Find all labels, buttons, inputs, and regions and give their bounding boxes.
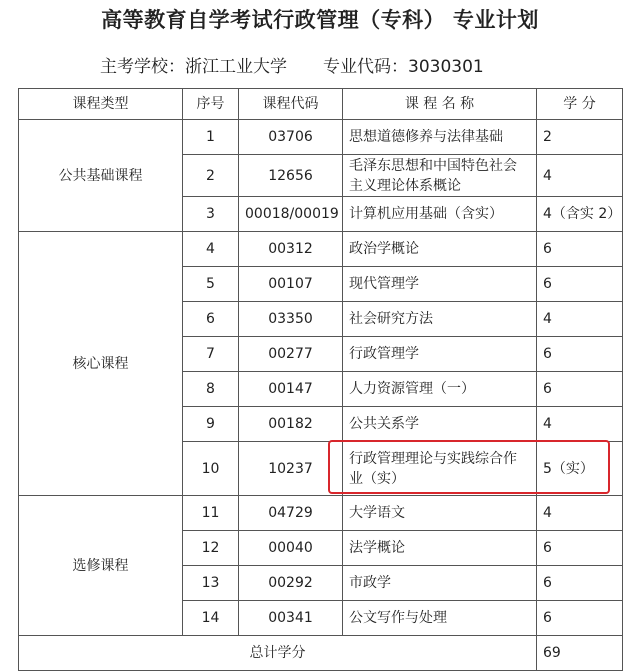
col-header-type: 课程类型 — [19, 89, 183, 120]
table-row — [19, 496, 623, 531]
credit-cell: 6 — [537, 531, 623, 566]
course-name-cell: 社会研究方法 — [343, 302, 537, 337]
course-code-cell: 00292 — [239, 566, 343, 601]
course-name-cell: 行政管理理论与实践综合作业（实） — [343, 442, 537, 496]
row-number-cell: 5 — [183, 267, 239, 302]
table-row — [19, 120, 623, 155]
credit-cell: 6 — [537, 337, 623, 372]
row-number-cell: 7 — [183, 337, 239, 372]
course-name-cell: 市政学 — [343, 566, 537, 601]
credit-cell: 6 — [537, 372, 623, 407]
total-label: 总计学分 — [19, 636, 537, 671]
row-number-cell: 4 — [183, 232, 239, 267]
course-code-cell: 10237 — [239, 442, 343, 496]
credit-cell: 4（含实 2） — [537, 197, 623, 232]
row-number-cell: 1 — [183, 120, 239, 155]
total-row — [19, 636, 623, 671]
course-name-cell: 行政管理学 — [343, 337, 537, 372]
course-code-cell: 03350 — [239, 302, 343, 337]
col-header-name: 课 程 名 称 — [343, 89, 537, 120]
credit-cell: 4 — [537, 302, 623, 337]
credit-cell: 2 — [537, 120, 623, 155]
course-type-cell: 核心课程 — [19, 232, 183, 496]
col-header-no: 序号 — [183, 89, 239, 120]
course-name-cell: 现代管理学 — [343, 267, 537, 302]
row-number-cell: 2 — [183, 155, 239, 197]
course-name-cell: 计算机应用基础（含实） — [343, 197, 537, 232]
course-type-cell: 公共基础课程 — [19, 120, 183, 232]
course-type-cell: 选修课程 — [19, 496, 183, 636]
subtitle — [100, 52, 484, 77]
course-code-cell: 00040 — [239, 531, 343, 566]
row-number-cell: 12 — [183, 531, 239, 566]
course-name-cell: 法学概论 — [343, 531, 537, 566]
page-title: 高等教育自学考试行政管理（专科） 专业计划 — [101, 8, 539, 32]
course-code-cell: 00277 — [239, 337, 343, 372]
course-code-cell: 00147 — [239, 372, 343, 407]
credit-cell: 4 — [537, 155, 623, 197]
row-number-cell: 14 — [183, 601, 239, 636]
credit-cell: 6 — [537, 566, 623, 601]
course-code-cell: 00107 — [239, 267, 343, 302]
row-number-cell: 10 — [183, 442, 239, 496]
col-header-code: 课程代码 — [239, 89, 343, 120]
school-label: 主考学校：浙江工业大学 — [100, 57, 287, 77]
row-number-cell: 3 — [183, 197, 239, 232]
course-code-cell: 04729 — [239, 496, 343, 531]
row-number-cell: 9 — [183, 407, 239, 442]
course-code-cell: 12656 — [239, 155, 343, 197]
credit-cell: 4 — [537, 496, 623, 531]
course-code-cell: 00182 — [239, 407, 343, 442]
row-number-cell: 11 — [183, 496, 239, 531]
table-row — [19, 232, 623, 267]
course-code-cell: 00341 — [239, 601, 343, 636]
course-name-cell: 人力资源管理（一） — [343, 372, 537, 407]
credit-cell: 5（实） — [537, 442, 623, 496]
credit-cell: 6 — [537, 601, 623, 636]
course-code-cell: 00312 — [239, 232, 343, 267]
row-number-cell: 13 — [183, 566, 239, 601]
course-plan-table — [18, 88, 623, 671]
course-name-cell: 思想道德修养与法律基础 — [343, 120, 537, 155]
credit-cell: 6 — [537, 232, 623, 267]
major-code-label: 专业代码：3030301 — [323, 57, 484, 77]
course-name-cell: 公共关系学 — [343, 407, 537, 442]
course-name-cell: 公文写作与处理 — [343, 601, 537, 636]
total-value: 69 — [537, 636, 623, 671]
course-name-cell: 政治学概论 — [343, 232, 537, 267]
table-header-row — [19, 89, 623, 120]
course-code-cell: 00018/00019 — [239, 197, 343, 232]
row-number-cell: 8 — [183, 372, 239, 407]
row-number-cell: 6 — [183, 302, 239, 337]
credit-cell: 6 — [537, 267, 623, 302]
course-name-cell: 毛泽东思想和中国特色社会主义理论体系概论 — [343, 155, 537, 197]
course-name-cell: 大学语文 — [343, 496, 537, 531]
course-code-cell: 03706 — [239, 120, 343, 155]
credit-cell: 4 — [537, 407, 623, 442]
col-header-credit: 学 分 — [537, 89, 623, 120]
